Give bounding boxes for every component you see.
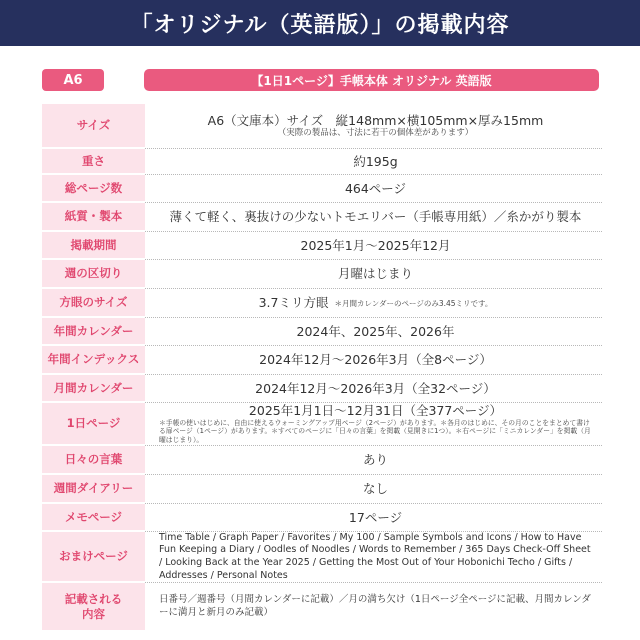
spec-label: 年間カレンダー: [42, 318, 145, 346]
spec-note: ＊手帳の使いはじめに、自由に使えるウォーミングアップ用ページ（2ページ）があります。＊各月のはじめに、その月のことをまとめて書ける扉ページ（1ページ）があります。＊すべてのページに「日々の言葉」を掲載（見開きに1つ）。＊右ページに「ミニカレンダー」を掲載（月曜はじまり）。: [159, 418, 591, 445]
spec-row-grid-size: [42, 289, 602, 318]
spec-label: 年間インデックス: [42, 346, 145, 375]
product-title-tag: 【1日1ページ】手帳本体 オリジナル 英語版: [144, 69, 599, 91]
spec-row-monthly-calendar: [42, 375, 602, 403]
spec-label: 日々の言葉: [42, 446, 145, 475]
spec-row-weekly-diary: [42, 475, 602, 504]
spec-note: ＊月間カレンダーのページのみ3.45ミリです。: [334, 298, 493, 308]
spec-value: 464ページ: [344, 180, 407, 196]
spec-value: 2025年1月1日～12月31日（全377ページ）: [248, 402, 503, 418]
spec-label: 方眼のサイズ: [42, 289, 145, 318]
spec-label: 1日ページ: [42, 403, 145, 446]
spec-value: 17ページ: [348, 509, 403, 525]
spec-value: あり: [362, 452, 388, 468]
spec-value: 約195g: [353, 153, 398, 169]
spec-value: 2025年1月～2025年12月: [300, 237, 451, 253]
spec-label: メモページ: [42, 504, 145, 532]
spec-row-paper: [42, 203, 602, 232]
spec-label: 週の区切り: [42, 260, 145, 289]
spec-row-bonus-pages: [42, 532, 602, 583]
spec-row-yearly-index: [42, 346, 602, 375]
spec-label: 重さ: [42, 149, 145, 175]
format-tag: A6: [42, 69, 104, 91]
spec-row-yearly-calendar: [42, 318, 602, 346]
spec-value: 3.7ミリ方眼: [258, 295, 329, 311]
spec-value: なし: [362, 481, 388, 497]
spec-label: 紙質・製本: [42, 203, 145, 232]
spec-note: （実際の製品は、寸法に若干の個体差があります）: [277, 128, 474, 139]
spec-label: おまけページ: [42, 532, 145, 583]
spec-row-weight: [42, 149, 602, 175]
spec-row-daily-page: [42, 403, 602, 446]
spec-value: 月曜はじまり: [337, 266, 413, 282]
spec-value: 2024年12月～2026年3月（全8ページ）: [259, 352, 492, 368]
spec-row-memo-pages: [42, 504, 602, 532]
spec-row-week-start: [42, 260, 602, 289]
spec-row-printed-content: [42, 583, 602, 631]
spec-row-daily-quotes: [42, 446, 602, 475]
spec-label: 月間カレンダー: [42, 375, 145, 403]
spec-label: サイズ: [42, 104, 145, 149]
spec-row-period: [42, 232, 602, 260]
spec-value: 日番号／週番号（月間カレンダーに記載）／月の満ち欠け（1日ページ全ページに記載、月間カレンダーに満月と新月のみ記載）: [159, 594, 591, 618]
spec-table: [42, 104, 602, 631]
spec-row-pages: [42, 175, 602, 203]
spec-row-size: [42, 104, 602, 149]
spec-value: 2024年12月～2026年3月（全32ページ）: [255, 380, 496, 396]
spec-value: Time Table / Graph Paper / Favorites / My 100 / Sample Symbols and Icons / How to Have Fun Keeping a Diary / Oodles of Noodles / Words to Remember / 365 Days Check-Off Sheet / Looking Back at the Year 2025 / Getting the Most Out of Your Hobonichi Techo / Gifts / Addresses / Personal Notes: [159, 531, 591, 581]
spec-value: A6（文庫本）サイズ 縦148mm×横105mm×厚み15mm: [207, 112, 544, 128]
spec-label: 掲載期間: [42, 232, 145, 260]
page-title: 「オリジナル（英語版）」の掲載内容: [0, 0, 640, 46]
spec-label-line1: 記載される: [64, 591, 123, 606]
spec-label-line2: 内容: [82, 606, 105, 621]
spec-label: 総ページ数: [42, 175, 145, 203]
spec-value: 2024年、2025年、2026年: [296, 323, 455, 339]
spec-label: 週間ダイアリー: [42, 475, 145, 504]
spec-value: 薄くて軽く、裏抜けの少ないトモエリバー（手帳専用紙）／糸かがり製本: [169, 209, 582, 225]
